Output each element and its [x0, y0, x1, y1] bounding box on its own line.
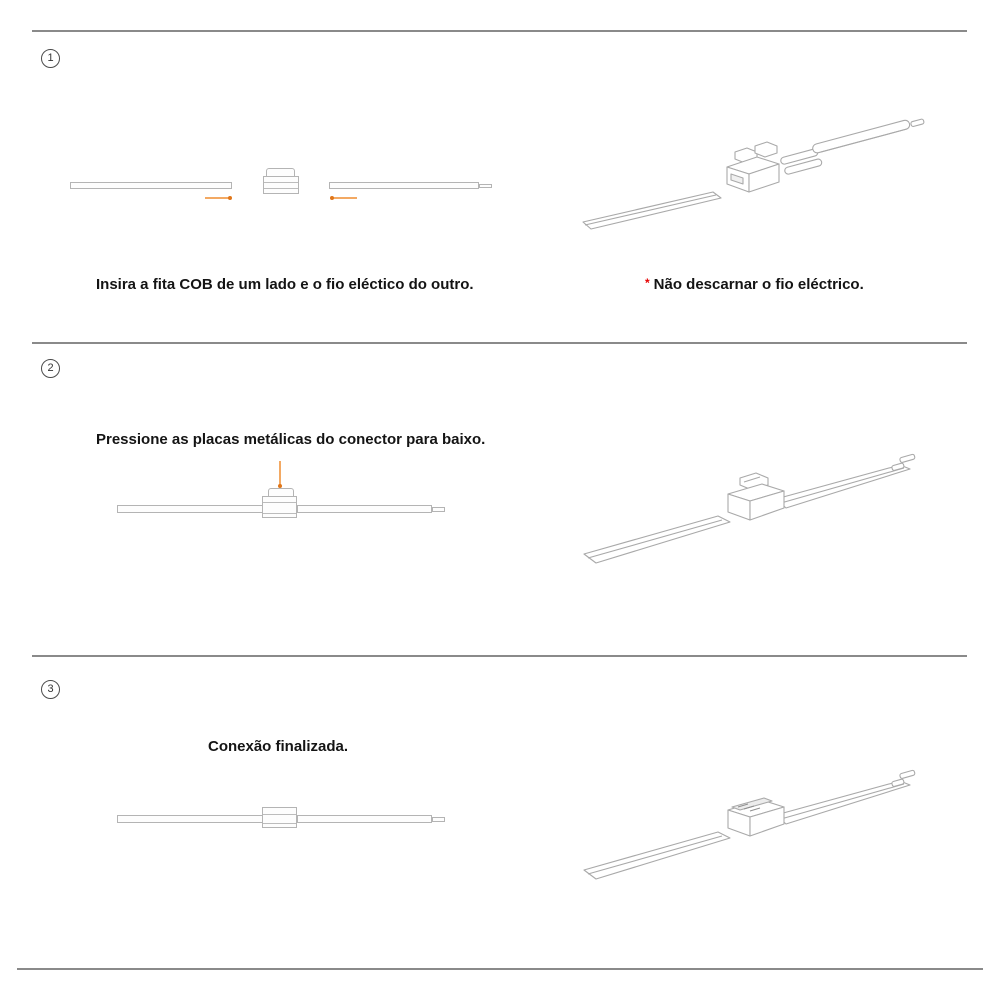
connector-plate-line	[263, 502, 296, 503]
wire-3d-icon	[780, 119, 924, 175]
connector-side-view	[262, 807, 297, 828]
cob-strip-side-view	[117, 505, 264, 513]
cob-strip-side-view	[117, 815, 264, 823]
connector-side-view	[263, 176, 299, 194]
wire-3d-icon	[776, 454, 915, 508]
step-number: 3	[47, 683, 54, 695]
step-3-caption: Conexão finalizada.	[208, 738, 349, 755]
arrow-right-icon	[205, 197, 230, 199]
wire-side-view	[297, 505, 432, 513]
connector-3d-icon	[728, 798, 784, 836]
step-1-3d-illustration	[575, 112, 975, 252]
wire-plug-side-view	[479, 184, 492, 188]
wire-3d-icon	[776, 770, 915, 824]
wire-side-view	[297, 815, 432, 823]
wire-plug-side-view	[432, 817, 445, 822]
connector-plate-line	[264, 182, 298, 183]
section-divider	[32, 342, 967, 344]
arrow-left-head-icon	[330, 196, 334, 200]
wire-side-view	[329, 182, 479, 189]
arrow-left-icon	[332, 197, 357, 199]
step-3-3d-illustration	[570, 758, 970, 898]
connector-side-view	[262, 496, 297, 518]
section-divider-top	[32, 30, 967, 32]
section-divider-bottom	[17, 968, 983, 970]
connector-3d-icon	[727, 142, 779, 192]
wire-plug-side-view	[432, 507, 445, 512]
step-1-warning-note	[645, 276, 864, 293]
step-1-caption: Insira a fita COB de um lado e o fio eléctico do outro.	[96, 276, 474, 293]
step-3-number-badge	[41, 680, 60, 699]
arrow-down-icon	[279, 461, 281, 485]
asterisk-icon: *	[645, 276, 650, 290]
step-number: 1	[47, 52, 54, 64]
step-2-number-badge	[41, 359, 60, 378]
connector-plate-line	[263, 814, 296, 815]
connector-plate-line	[264, 188, 298, 189]
arrow-right-head-icon	[228, 196, 232, 200]
connector-plate-line	[263, 823, 296, 824]
step-1-number-badge	[41, 49, 60, 68]
step-number: 2	[47, 362, 54, 374]
warning-text: Não descarnar o fio eléctrico.	[653, 276, 864, 293]
cob-strip-3d-icon	[584, 832, 730, 879]
section-divider	[32, 655, 967, 657]
connector-3d-icon	[728, 473, 784, 520]
cob-strip-side-view	[70, 182, 232, 189]
cob-strip-3d-icon	[583, 192, 721, 229]
connector-plate-line	[263, 513, 296, 514]
cob-strip-3d-icon	[584, 516, 730, 563]
step-2-caption: Pressione as placas metálicas do conector para baixo.	[96, 431, 486, 448]
step-2-3d-illustration	[570, 442, 970, 582]
